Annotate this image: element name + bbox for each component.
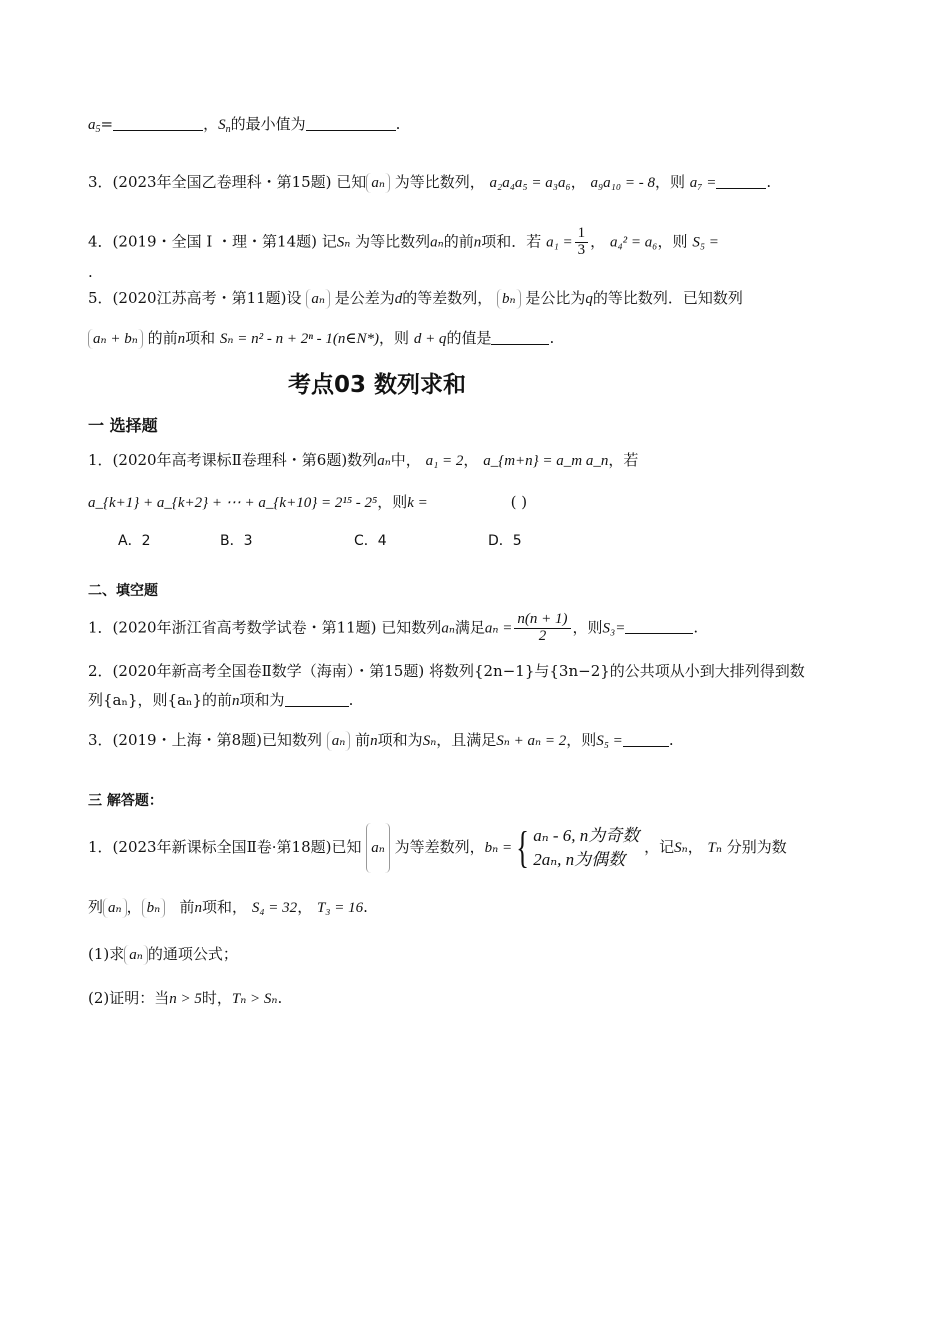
fb-question-3: 3．(2019・上海・第8题)已知数列 aₙ 前n项和为Sₙ，且满足Sₙ + aₙ = 2，则S₅ = . xyxy=(88,731,674,749)
sa-question-1-part-2: (2)证明：当n > 5时，Tₙ > Sₙ. xyxy=(88,989,283,1007)
answer-paren[interactable]: ( ) xyxy=(510,493,528,511)
sn-symbol: $S_n$ xyxy=(218,117,231,135)
question-source: (2019・上海・第8题) xyxy=(112,731,262,749)
condition-1: a₁ = 2 xyxy=(425,453,464,469)
section-multiple-choice: 一 选择题 xyxy=(88,416,158,435)
condition-1: a₂a₄a₅ = a₃a₆ xyxy=(489,175,571,191)
q2-tail: $a_5=$ ，$S_n$的最小值为 . xyxy=(88,115,401,135)
option-b[interactable]: B．3 xyxy=(220,533,253,549)
a5-symbol: $a_5$ xyxy=(88,117,101,135)
brace-icon: { xyxy=(516,823,530,872)
sequence-an: aₙ xyxy=(124,945,148,965)
question-source: (2020江苏高考・第11题) xyxy=(112,289,287,307)
question-source: (2020年高考课标Ⅱ卷理科・第6题) xyxy=(112,451,348,469)
sequence-an: aₙ xyxy=(327,731,351,751)
condition-2: a₄² = a₆ xyxy=(609,234,658,251)
mc-question-1-line-2: a_{k+1} + a_{k+2} + ⋯ + a_{k+10} = 2¹⁵ - 2⁵，则k = ( ) xyxy=(88,493,528,511)
fb-question-2-line-2: 列{aₙ}，则{aₙ}的前n项和为 . xyxy=(88,691,354,709)
piecewise-cases: aₙ - 6, n为奇数 2aₙ, n为偶数 xyxy=(533,826,640,869)
sequence-an: aₙ xyxy=(377,453,391,469)
sn-symbol: Sₙ xyxy=(422,733,437,749)
fraction-one-third: $\frac{1}{3}$ xyxy=(575,226,589,259)
question-source: (2020年浙江省高考数学试卷・第11题) xyxy=(112,618,377,637)
sequence-an: aₙ xyxy=(430,234,444,251)
question-5-line-1: 5．(2020江苏高考・第11题)设 aₙ 是公差为d的等差数列， bₙ 是公比为q的等比数列．已知数列 xyxy=(88,289,743,307)
sum-formula: Sₙ = n² - n + 2ⁿ - 1(n∈N*) xyxy=(219,331,380,347)
answer-blank[interactable] xyxy=(623,732,669,747)
sequence-bn: bₙ xyxy=(497,289,521,309)
answer-blank[interactable] xyxy=(306,116,396,131)
answer-blank[interactable] xyxy=(285,692,349,707)
question-source: (2023年全国乙卷理科・第15题) xyxy=(112,173,332,191)
sequence-an: aₙ xyxy=(366,823,390,873)
question-source: (2019・全国 Ⅰ ・理・第14题) xyxy=(112,232,317,251)
sa-question-1-part-1: (1)求 aₙ 的通项公式； xyxy=(88,945,238,963)
sequence-an: aₙ xyxy=(366,173,390,193)
fb-question-1: 1．(2020年浙江省高考数学试卷・第11题) 已知数列aₙ满足aₙ = $\frac{n(n + 1)}{2}$ ，则S₃= . xyxy=(88,611,699,644)
tn-symbol: Tₙ xyxy=(707,840,722,856)
section-title: 考点03 数列求和 xyxy=(288,372,467,398)
sa-question-1-line-2: 列 aₙ ， bₙ 前n项和， S₄ = 32， T₃ = 16. xyxy=(88,898,368,916)
target-s5: S₅ = xyxy=(596,733,623,749)
mc-question-1-line-1: 1．(2020年高考课标Ⅱ卷理科・第6题)数列aₙ中， a₁ = 2， a_{m+n} = a_m a_n，若 xyxy=(88,451,639,469)
section-short-answer: 三 解答题： xyxy=(88,793,163,809)
condition-s4: S₄ = 32 xyxy=(251,900,298,916)
target-s5: S₅ = xyxy=(692,234,719,251)
target-a7: a₇ = xyxy=(689,175,717,191)
answer-blank[interactable] xyxy=(716,174,766,189)
sequence-bn: bₙ xyxy=(142,898,166,918)
question-5-line-2: aₙ + bₙ 的前n项和 Sₙ = n² - n + 2ⁿ - 1(n∈N*)，则 d + q的值是 . xyxy=(88,328,554,349)
fraction-n-n-plus-1-over-2: $\frac{n(n + 1)}{2}$ xyxy=(514,612,570,645)
question-3: 3．(2023年全国乙卷理科・第15题) 已知 aₙ 为等比数列， a₂a₄a₅ = a₃a₆， a₉a₁₀ = - 8，则 a₇ = . xyxy=(88,173,772,191)
question-source: (2023年新课标全国Ⅱ卷·第18题) xyxy=(112,838,332,856)
sequence-an-plus-bn: aₙ + bₙ xyxy=(88,329,143,349)
fb-question-2-line-1: 2．(2020年新高考全国卷Ⅱ数学（海南）・第15题) 将数列{2n−1}与{3n−2}的公共项从小到大排列得到数 xyxy=(88,662,805,680)
sn-symbol: Sₙ xyxy=(674,840,688,856)
option-a[interactable]: A．2 xyxy=(118,533,151,549)
condition: Sₙ + aₙ = 2 xyxy=(496,733,567,749)
a1-eq: a₁ = xyxy=(546,234,573,251)
condition-n-gt-5: n > 5 xyxy=(169,991,202,1007)
sequence-an: aₙ xyxy=(306,289,330,309)
sa-question-1-line-1: 1．(2023年新课标全国Ⅱ卷·第18题)已知 aₙ 为等差数列，bₙ ={ aₙ - 6, n为奇数 2aₙ, n为偶数 ，记Sₙ， Tₙ 分别为数 xyxy=(88,823,787,872)
sequence-an: aₙ xyxy=(441,620,455,637)
q4-dot: . xyxy=(88,263,93,281)
sn-symbol: Sₙ xyxy=(336,234,351,251)
inequality: Tₙ > Sₙ xyxy=(231,991,278,1007)
sum-expression: a_{k+1} + a_{k+2} + ⋯ + a_{k+10} = 2¹⁵ - 2⁵ xyxy=(88,495,378,511)
section-fill-blank: 二、填空题 xyxy=(88,583,158,599)
condition-2: a₉a₁₀ = - 8 xyxy=(590,175,655,191)
option-c[interactable]: C．4 xyxy=(354,533,387,549)
answer-blank[interactable] xyxy=(113,116,203,131)
condition-t3: T₃ = 16 xyxy=(316,900,364,916)
expr-d-plus-q: d + q xyxy=(413,331,447,347)
answer-blank[interactable] xyxy=(491,330,549,345)
option-d[interactable]: D．5 xyxy=(488,533,522,549)
condition-2: a_{m+n} = a_m a_n xyxy=(483,453,609,469)
answer-blank[interactable] xyxy=(625,619,693,634)
question-4: 4．(2019・全国 Ⅰ ・理・第14题) 记Sₙ 为等比数列aₙ的前n项和．若 a₁ = $\frac{1}{3}$ ， a₄² = a₆，则 S₅ = xyxy=(88,225,719,258)
sequence-an: aₙ xyxy=(103,898,127,918)
